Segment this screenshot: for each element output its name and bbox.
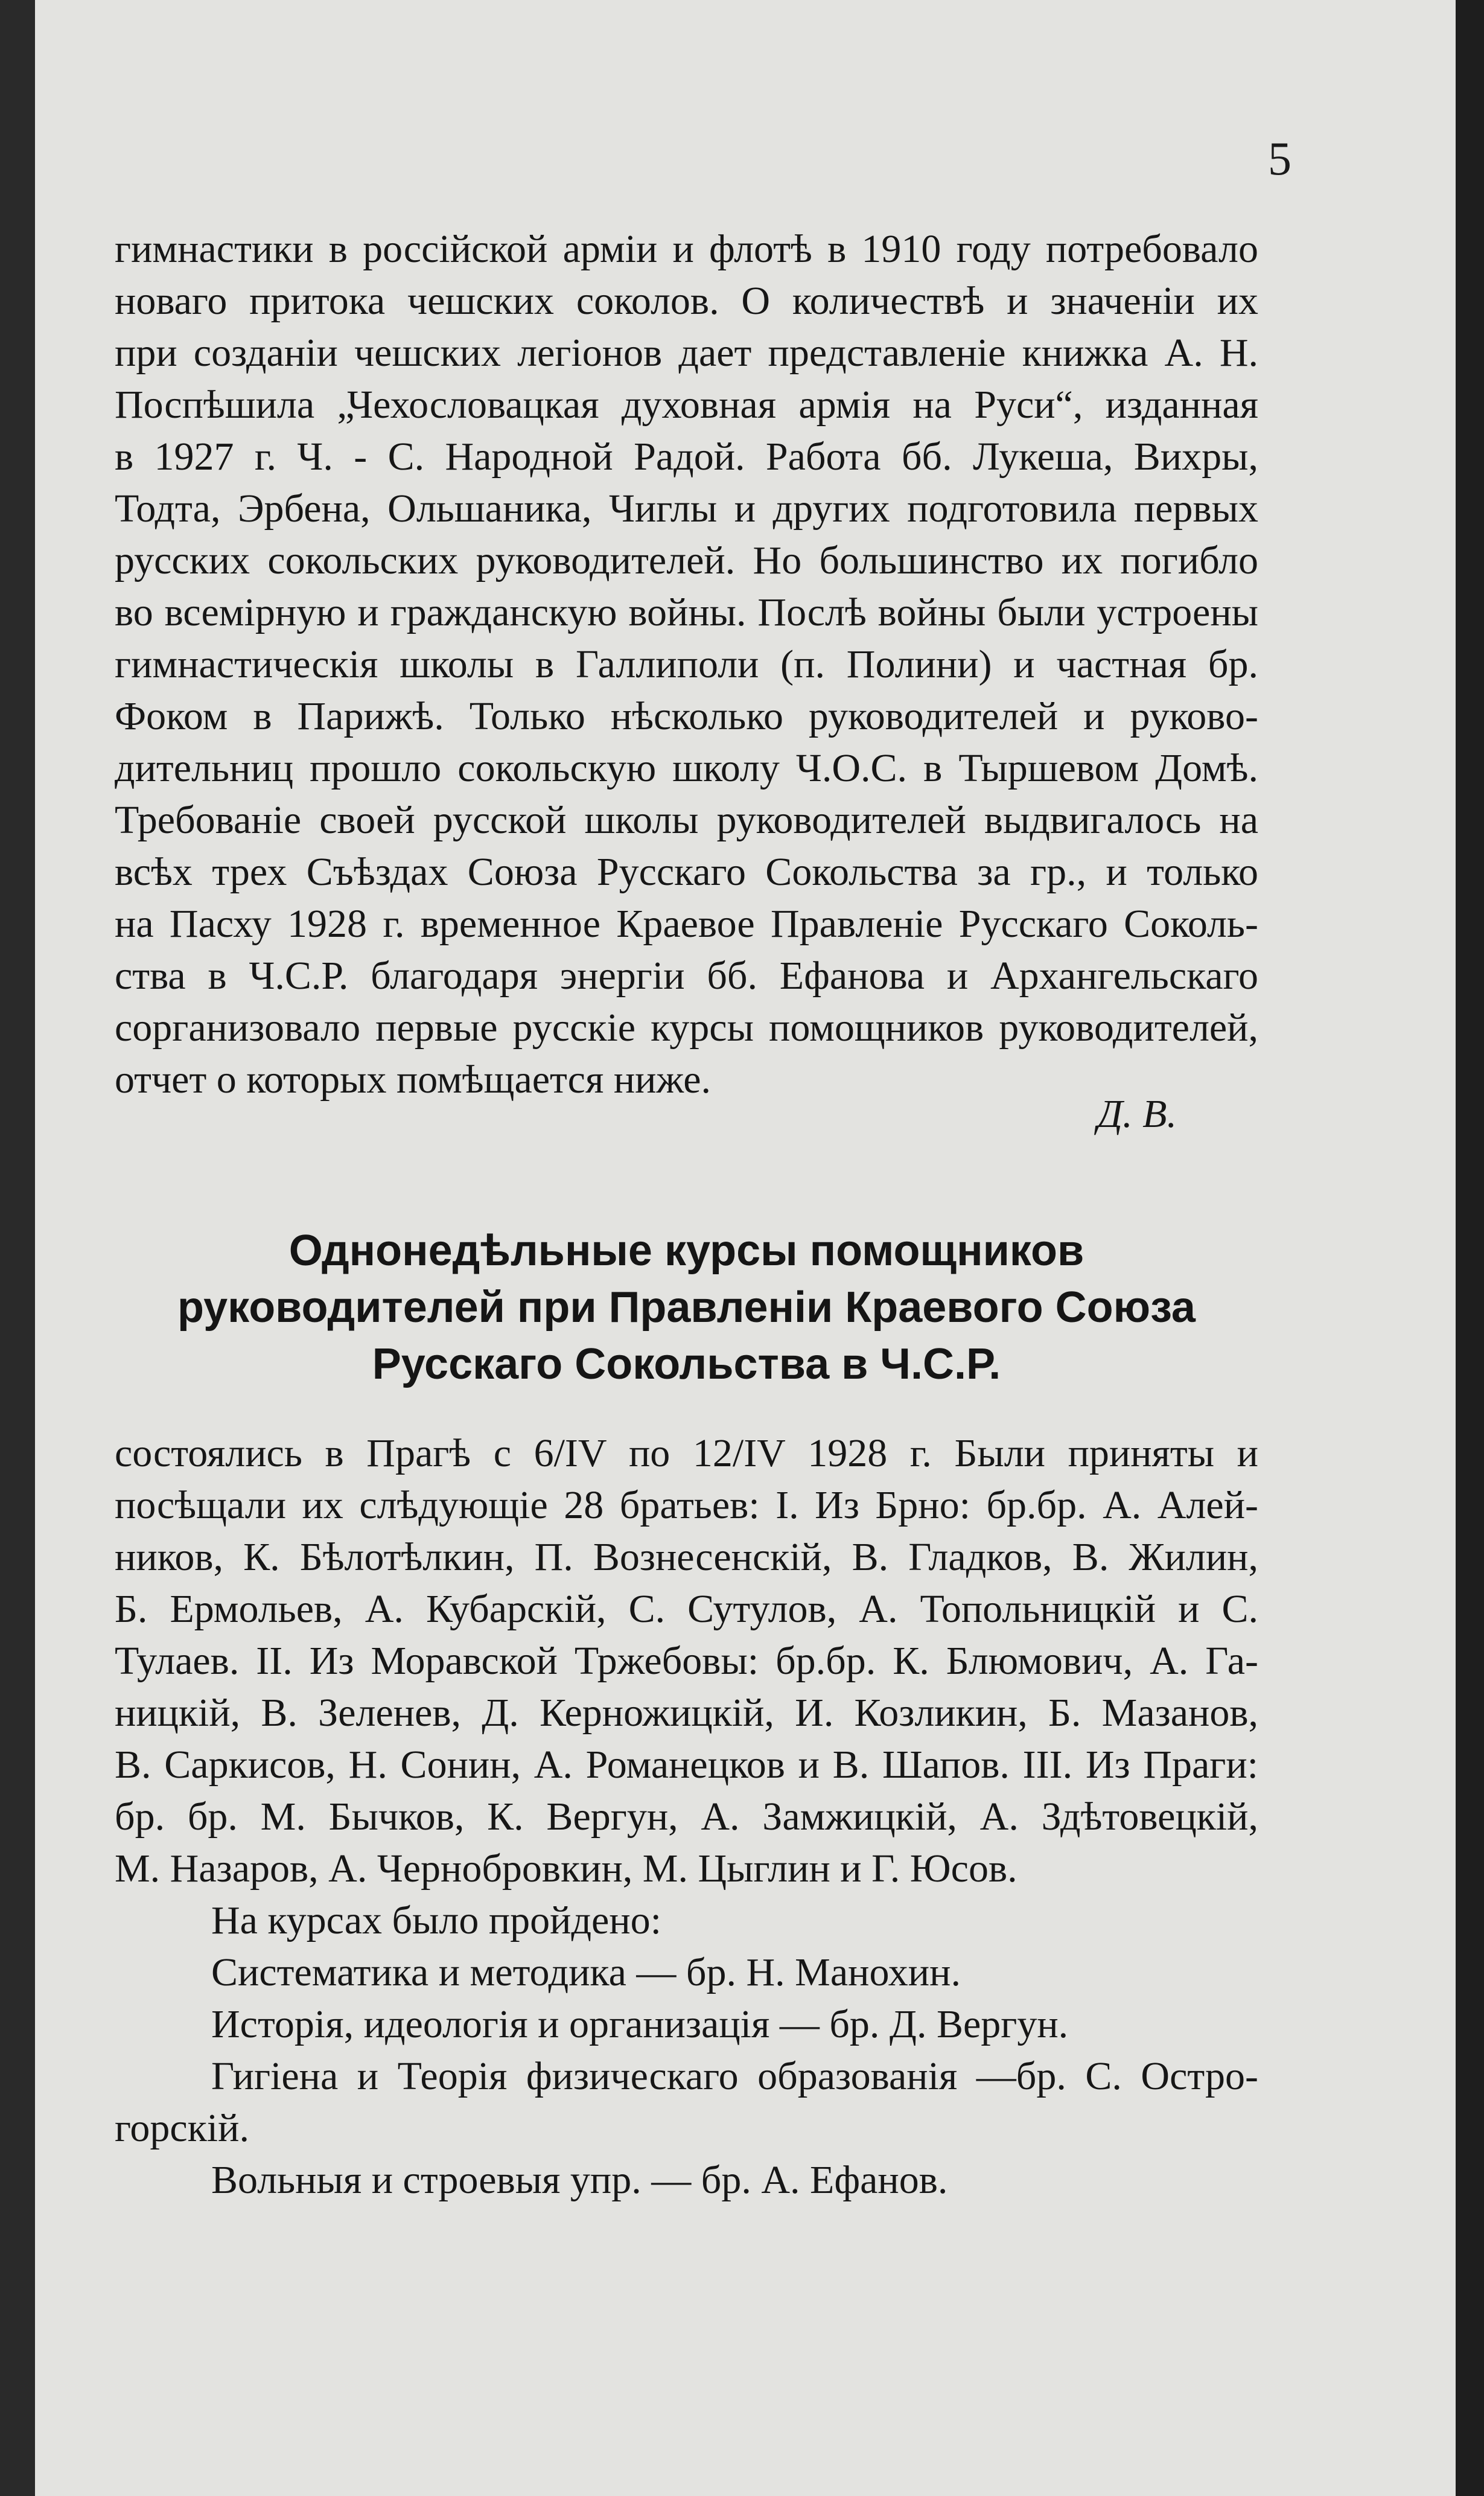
text-line: во всемірную и гражданскую войны. Послѣ войны были устроены bbox=[115, 590, 1258, 634]
heading-line: Однонедѣльные курсы помощников bbox=[288, 1227, 1084, 1275]
page-number: 5 bbox=[1268, 132, 1291, 185]
text-line: в 1927 г. Ч. - С. Народной Радой. Работа бб. Лукеша, Вихры, bbox=[115, 435, 1258, 479]
text-line: М. Назаров, А. Чернобровкин, М. Цыглин и Г. Юсов. bbox=[115, 1846, 1017, 1891]
text-line: гимнастики в россійской арміи и флотѣ в 1910 году потребовало bbox=[115, 227, 1258, 271]
author-signature: Д. В. bbox=[1097, 1092, 1177, 1136]
text-line: дительниц прошло сокольскую школу Ч.О.С. в Тыршевом Домѣ. bbox=[115, 746, 1258, 790]
text-line: на Пасху 1928 г. временное Краевое Правленіе Русскаго Соколь- bbox=[115, 902, 1258, 946]
text-line: ства в Ч.С.Р. благодаря энергіи бб. Ефанова и Архангельскаго bbox=[115, 954, 1258, 998]
text-line: состоялись в Прагѣ с 6/IV по 12/IV 1928 г. Были приняты и bbox=[115, 1431, 1258, 1475]
course-item: Вольныя и строевыя упр. — бр. А. Ефанов. bbox=[211, 2158, 948, 2202]
text-line: Тулаев. II. Из Моравской Тржебовы: бр.бр. К. Блюмович, А. Га- bbox=[115, 1639, 1258, 1683]
heading-line: руководителей при Правленіи Краевого Союза bbox=[177, 1283, 1196, 1332]
text-line: гимнастическія школы в Галлиполи (п. Полини) и частная бр. bbox=[115, 642, 1258, 686]
course-item: Гигіена и Теорія физическаго образованія —бр. С. Остро- bbox=[211, 2054, 1258, 2098]
text-line: Поспѣшила „Чехословацкая духовная армія на Руси“, изданная bbox=[115, 383, 1258, 427]
text-line: русских сокольских руководителей. Но большинство их погибло bbox=[115, 538, 1258, 583]
text-line: сорганизовало первые русскіе курсы помощников руководителей, bbox=[115, 1006, 1258, 1050]
report-paragraph bbox=[115, 1428, 1258, 1895]
text-line: Б. Ермольев, А. Кубарскій, С. Сутулов, А. Топольницкій и С. bbox=[115, 1587, 1258, 1631]
text-line: ницкій, В. Зеленев, Д. Керножицкій, И. Козликин, Б. Мазанов, bbox=[115, 1691, 1258, 1735]
intro-paragraph bbox=[115, 223, 1258, 1106]
course-item-continuation: горскій. bbox=[115, 2106, 249, 2150]
text-line: Требованіе своей русской школы руководителей выдвигалось на bbox=[115, 798, 1258, 842]
course-item: Исторія, идеологія и организація — бр. Д. Вергун. bbox=[211, 2002, 1069, 2046]
text-line: отчет о которых помѣщается ниже. bbox=[115, 1058, 712, 1102]
text-line: новаго притока чешских соколов. О количествѣ и значеніи их bbox=[115, 279, 1258, 323]
text-line: посѣщали их слѣдующіе 28 братьев: I. Из Брно: бр.бр. А. Алей- bbox=[115, 1483, 1258, 1527]
text-line: ников, К. Бѣлотѣлкин, П. Вознесенскій, В. Гладков, В. Жилин, bbox=[115, 1535, 1258, 1579]
course-list bbox=[115, 1895, 1258, 2206]
course-intro: На курсах было пройдено: bbox=[211, 1898, 662, 1942]
text-line: всѣх трех Съѣздах Союза Русскаго Сокольства за гр., и только bbox=[115, 850, 1258, 894]
heading-line: Русскаго Сокольства в Ч.С.Р. bbox=[372, 1340, 1001, 1388]
text-line: Фоком в Парижѣ. Только нѣсколько руководителей и руково- bbox=[115, 694, 1258, 738]
text-line: бр. бр. М. Бычков, К. Вергун, А. Замжицкій, А. Здѣтовецкій, bbox=[115, 1795, 1258, 1839]
text-line: В. Саркисов, Н. Сонин, А. Романецков и В. Шапов. III. Из Праги: bbox=[115, 1743, 1258, 1787]
course-item: Систематика и методика — бр. Н. Манохин. bbox=[211, 1950, 961, 1994]
section-heading bbox=[115, 1222, 1258, 1393]
text-line: при созданіи чешских легіонов дает представленіе книжка А. Н. bbox=[115, 331, 1258, 375]
page-left-edge bbox=[0, 0, 35, 2496]
page-right-edge bbox=[1456, 0, 1484, 2496]
text-line: Тодта, Эрбена, Ольшаника, Чиглы и других подготовила первых bbox=[115, 487, 1258, 531]
